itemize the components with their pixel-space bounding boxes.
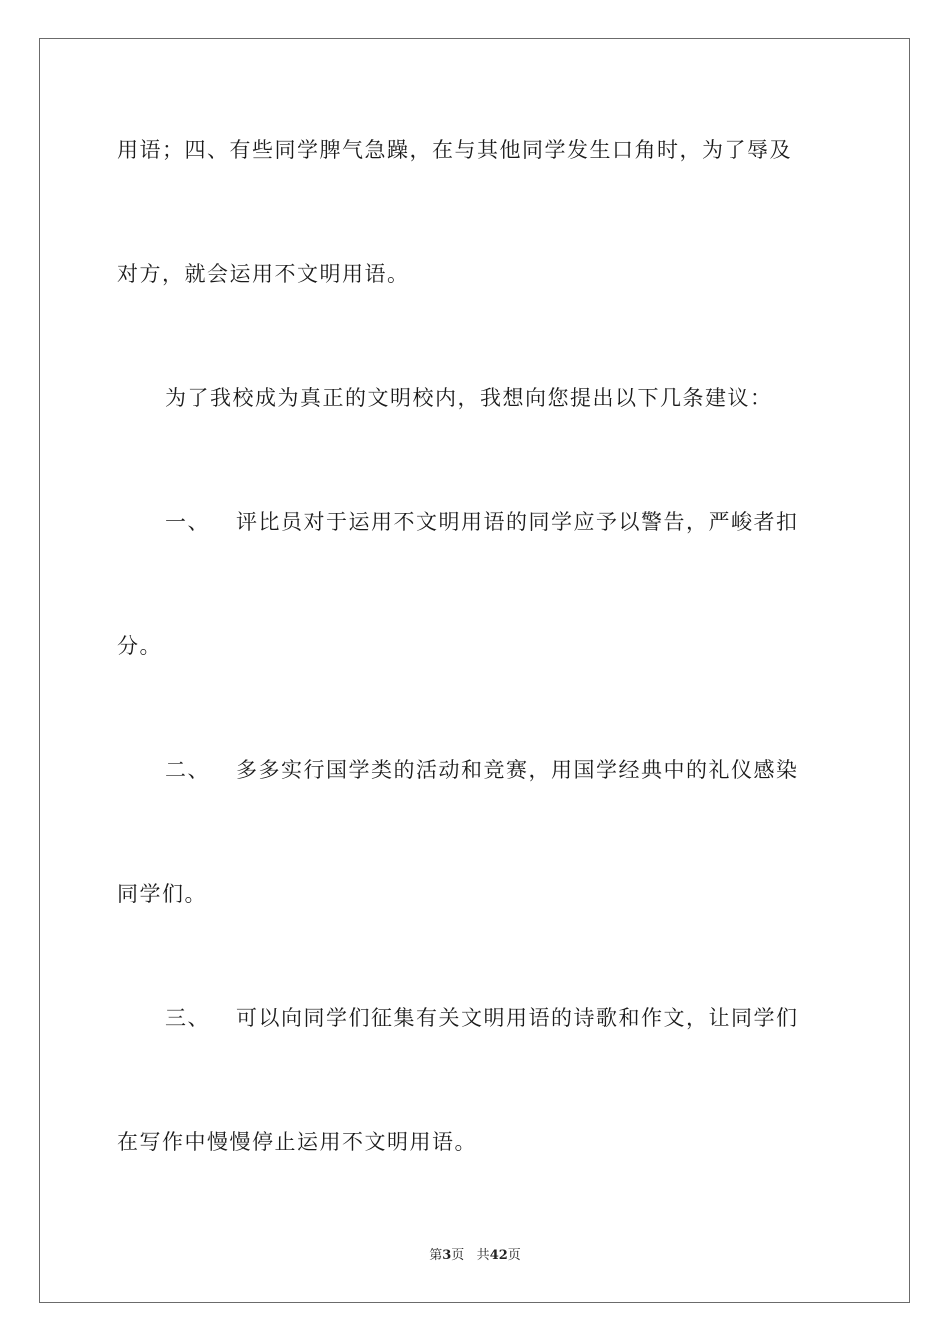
page-border — [39, 38, 910, 1303]
footer-page-prefix: 第 — [429, 1248, 443, 1263]
suggestion-2-line-2: 同学们。 — [117, 882, 207, 906]
suggestion-1-line-1 — [165, 508, 885, 536]
footer-total-suffix: 页 — [507, 1248, 521, 1263]
paragraph-line-1: 用语；四、有些同学脾气急躁，在与其他同学发生口角时，为了辱及 — [117, 138, 792, 162]
suggestion-1-number: 一、 — [165, 510, 210, 534]
footer-page-total: 42 — [489, 1248, 508, 1263]
suggestion-3-line-1 — [165, 1004, 885, 1032]
footer-page-suffix: 页 — [451, 1248, 465, 1263]
suggestion-2-text: 多多实行国学类的活动和竞赛，用国学经典中的礼仪感染 — [236, 758, 799, 782]
suggestion-3-number: 三、 — [165, 1006, 210, 1030]
footer-total-prefix: 共 — [476, 1248, 490, 1263]
suggestion-3-line-2: 在写作中慢慢停止运用不文明用语。 — [117, 1130, 477, 1154]
suggestion-1-text: 评比员对于运用不文明用语的同学应予以警告，严峻者扣 — [236, 510, 799, 534]
suggestion-2-line-1 — [165, 756, 885, 784]
suggestion-intro: 为了我校成为真正的文明校内，我想向您提出以下几条建议： — [165, 386, 773, 410]
suggestion-3-text: 可以向同学们征集有关文明用语的诗歌和作文，让同学们 — [236, 1006, 799, 1030]
page-footer — [0, 1247, 950, 1265]
footer-page-current: 3 — [442, 1248, 452, 1263]
suggestion-1-line-2: 分。 — [117, 634, 162, 658]
paragraph-line-2: 对方，就会运用不文明用语。 — [117, 262, 410, 286]
suggestion-2-number: 二、 — [165, 758, 210, 782]
